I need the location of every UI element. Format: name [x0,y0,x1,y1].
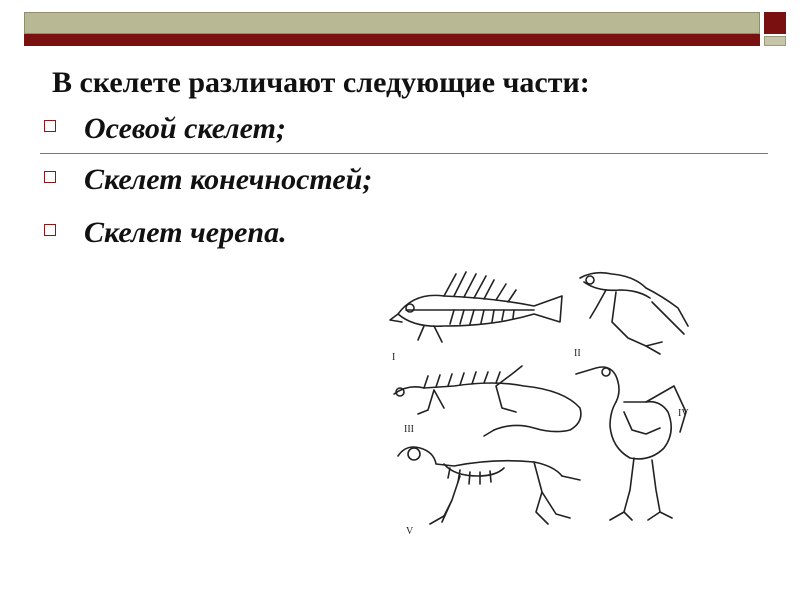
header-bar-top [24,12,760,34]
fish-skeleton-icon [390,272,562,342]
list-item-label: Скелет конечностей; [84,163,373,196]
figure-label-iv: IV [678,408,689,419]
square-bullet-icon [44,171,56,183]
divider [40,153,768,154]
header-bar-bottom [24,34,760,46]
figure-label-iii: III [404,424,414,435]
slide-heading: В скелете различают следующие части: [52,66,590,99]
square-bullet-icon [44,120,56,132]
header-square-bottom [764,36,786,46]
frog-skeleton-icon [580,273,688,354]
header-square-top [764,12,786,34]
lizard-skeleton-icon [394,366,581,436]
list-item [44,112,286,146]
figure-label-i: I [392,352,396,363]
figure-label-v: V [406,526,414,537]
square-bullet-icon [44,224,56,236]
vertebrate-skeletons-figure [384,262,704,540]
bird-skeleton-icon [576,367,686,520]
figure-label-ii: II [574,348,581,359]
list-item-label: Осевой скелет; [84,112,286,145]
mammal-skeleton-icon [398,447,580,524]
list-item [44,216,287,250]
list-item [44,163,372,197]
list-item-label: Скелет черепа. [84,216,287,249]
